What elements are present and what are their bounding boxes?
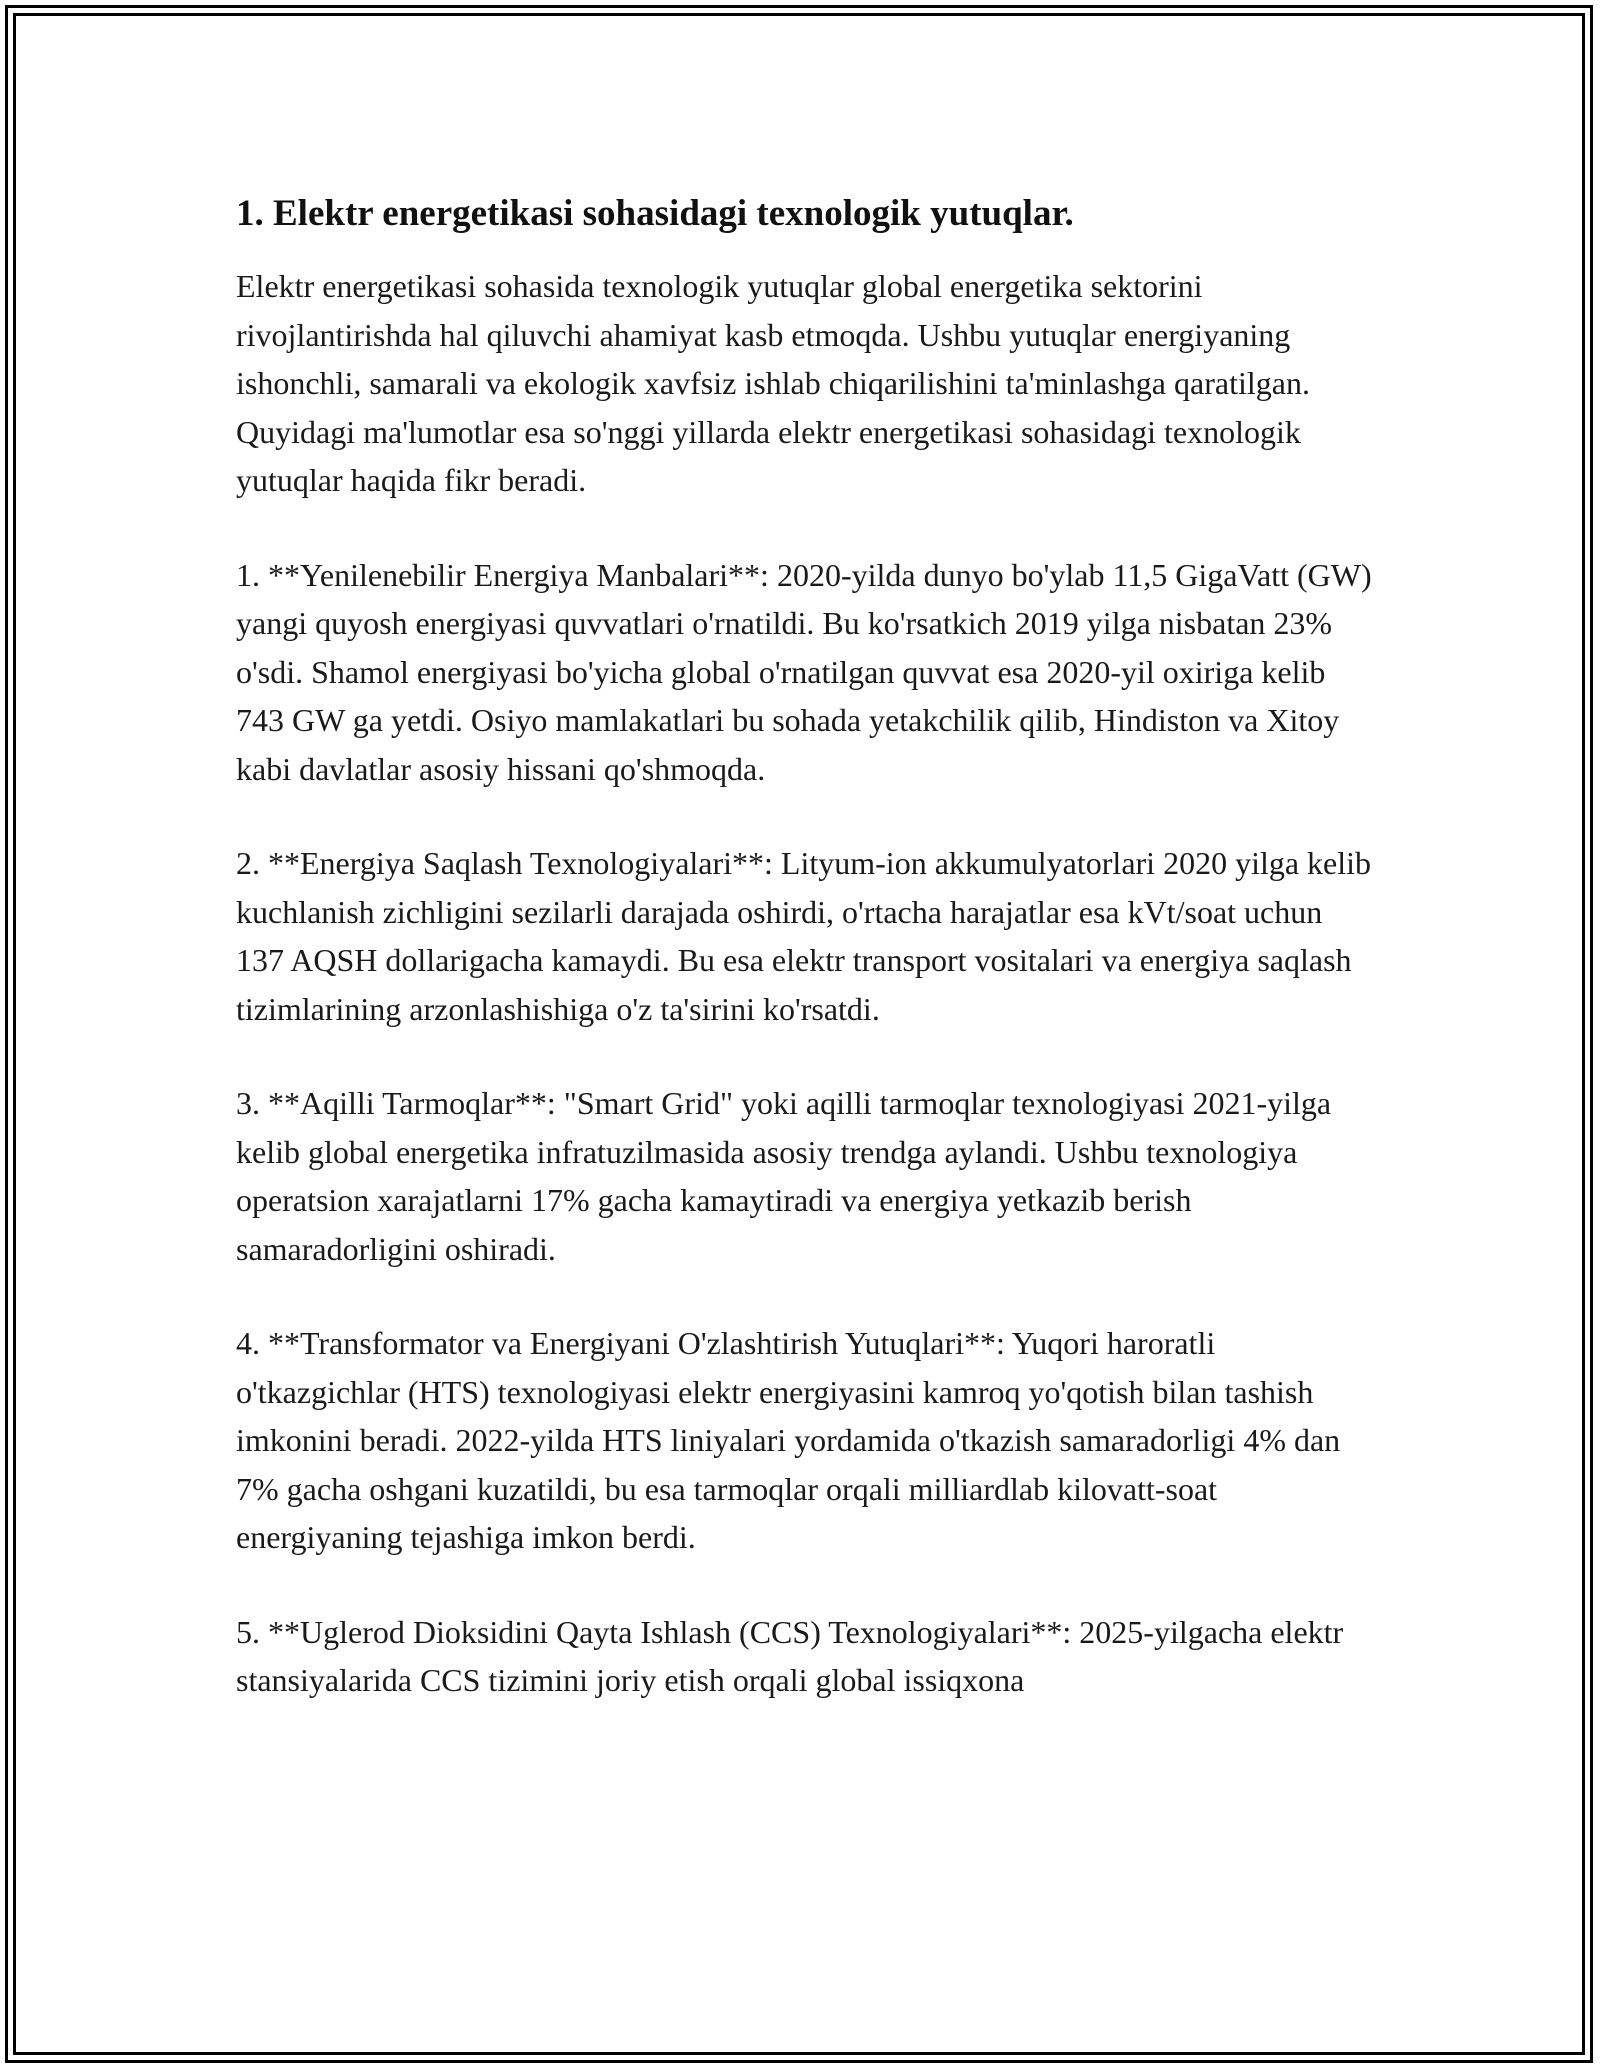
list-item-transformers-hts: 4. **Transformator va Energiyani O'zlashtirish Yutuqlari**: Yuqori haroratli o'tkazgichlar (HTS) texnologiyasi elektr energiyasini kamroq yo'qotish bilan tashish imkonini beradi. 2022-yilda HTS liniyalari yordamida o'tkazish samaradorligi 4% dan 7% gacha oshgani kuzatildi, bu esa tarmoqlar orqali milliardlab kilovatt-soat energiyaning tejashiga imkon berdi.: [236, 1325, 1341, 1556]
list-item-ccs: 5. **Uglerod Dioksidini Qayta Ishlash (CCS) Texnologiyalari**: 2025-yilgacha elektr stansiyalarida CCS tizimini joriy etish orqali global issiqxona: [236, 1613, 1344, 1699]
section-heading: 1. Elektr energetikasi sohasidagi texnologik yutuqlar.: [236, 193, 1074, 234]
list-item-smart-grid: 3. **Aqilli Tarmoqlar**: "Smart Grid" yoki aqilli tarmoqlar texnologiyasi 2021-yilga kelib global energetika infratuzilmasida asosiy trendga aylandi. Ushbu texnologiya operatsion xarajatlarni 17% gacha kamaytiradi va energiya yetkazib berish samaradorligini oshiradi.: [236, 1085, 1332, 1267]
intro-paragraph: Elektr energetikasi sohasida texnologik yutuqlar global energetika sektorini rivojlantirishda hal qiluvchi ahamiyat kasb etmoqda. Ushbu yutuqlar energiyaning ishonchli, samarali va ekologik xavfsiz ishlab chiqarilishini ta'minlashga qaratilgan. Quyidagi ma'lumotlar esa so'nggi yillarda elektr energetikasi sohasidagi texnologik yutuqlar haqida fikr beradi.: [236, 268, 1310, 499]
document-body: [236, 190, 1376, 1751]
list-item-renewable-energy: 1. **Yenilenebilir Energiya Manbalari**: 2020-yilda dunyo bo'ylab 11,5 GigaVatt (GW) yangi quyosh energiyasi quvvatlari o'rnatildi. Bu ko'rsatkich 2019 yilga nisbatan 23% o'sdi. Shamol energiyasi bo'yicha global o'rnatilgan quvvat esa 2020-yil oxiriga kelib 743 GW ga yetdi. Osiyo mamlakatlari bu sohada yetakchilik qilib, Hindiston va Xitoy kabi davlatlar asosiy hissani qo'shmoqda.: [236, 556, 1372, 787]
list-item-energy-storage: 2. **Energiya Saqlash Texnologiyalari**: Lityum-ion akkumulyatorlari 2020 yilga kelib kuchlanish zichligini sezilarli darajada oshirdi, o'rtacha harajatlar esa kVt/soat uchun 137 AQSH dollarigacha kamaydi. Bu esa elektr transport vositalari va energiya saqlash tizimlarining arzonlashishiga o'z ta'sirini ko'rsatdi.: [236, 845, 1372, 1027]
